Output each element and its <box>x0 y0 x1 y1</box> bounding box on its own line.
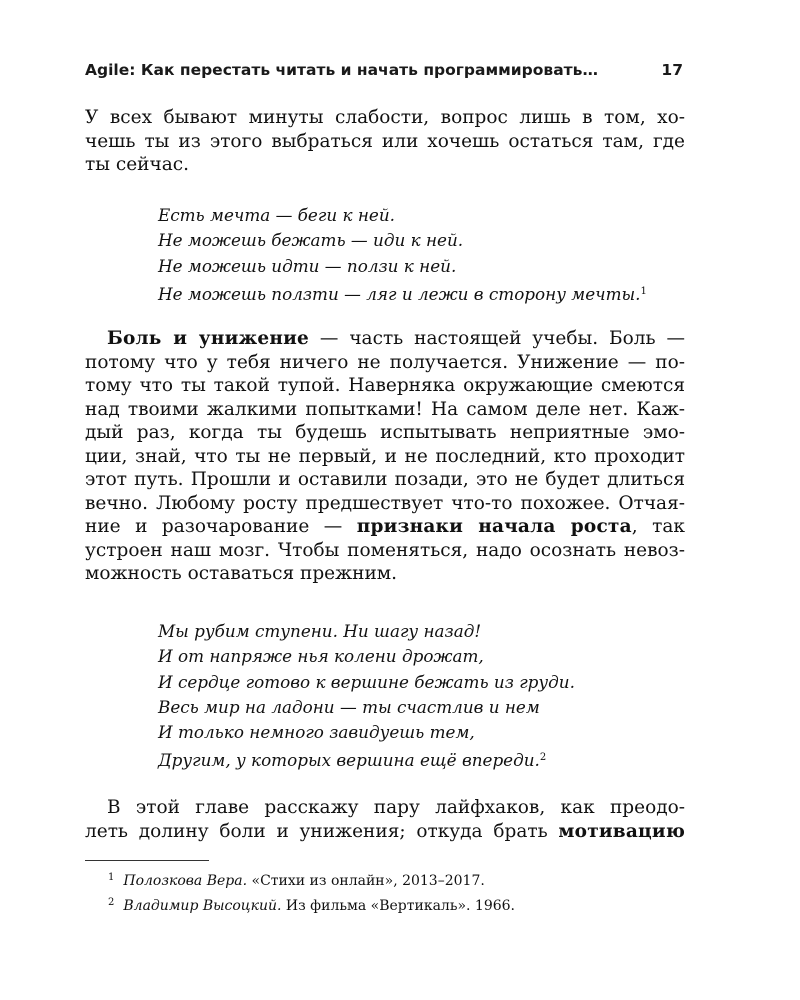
footnote-mark: 1 <box>108 872 115 883</box>
paragraph-line: потому что у тебя ничего не получается. Унижение — по- <box>85 351 685 373</box>
paragraph-line: У всех бывают минуты слабости, вопрос лишь в том, хо- <box>85 107 685 128</box>
poem-line: И сердце готово к вершине бежать из груди. <box>158 671 575 692</box>
poem-epigraph-2 <box>158 619 575 774</box>
footnote-1 <box>108 869 485 890</box>
bold-term-motivation: мотивацию <box>558 820 685 842</box>
poem-line: Есть мечта — беги к ней. <box>158 205 395 225</box>
paragraph-line: дый раз, когда ты будешь испытывать неприятные эмо- <box>85 422 685 443</box>
paragraph-line: ции, знай, что ты не первый, и не последний, кто проходит <box>85 445 685 467</box>
poem-line: Весь мир на ладони — ты счастлив и нем <box>158 696 540 717</box>
poem-line <box>158 745 575 773</box>
paragraph-line: этот путь. Прошли и оставили позади, это не будет длиться <box>85 469 685 490</box>
footnote-text: «Стихи из онлайн», 2013–2017. <box>247 873 485 889</box>
footnote-author: Владимир Высоцкий. <box>123 898 282 914</box>
page-number: 17 <box>661 61 683 79</box>
footnote-mark: 2 <box>108 897 115 908</box>
paragraph-line: тому что ты такой тупой. Наверняка окружающие смеются <box>85 375 685 396</box>
bold-term-growth: признаки начала роста <box>356 516 632 537</box>
paragraph-pain <box>85 327 685 586</box>
paragraph-intro <box>85 106 685 177</box>
header-title: Agile: Как перестать читать и начать программировать… <box>85 61 598 79</box>
footnote-divider <box>85 860 209 861</box>
poem-line: Мы рубим ступени. Ни шагу назад! <box>158 621 482 641</box>
footnote-author: Полозкова Вера. <box>123 873 248 889</box>
footnote-ref-1[interactable]: 1 <box>640 285 647 297</box>
footnote-text: Из фильма «Вертикаль». 1966. <box>281 898 515 914</box>
poem-line-text: Не можешь ползти — ляг и лежи в сторону мечты. <box>158 283 641 304</box>
paragraph-lifehacks <box>85 796 685 843</box>
footnote-ref-2[interactable]: 2 <box>539 752 547 764</box>
poem-line <box>158 279 647 307</box>
paragraph-line: над твоими жалкими попытками! На самом деле нет. Каж- <box>85 398 685 420</box>
paragraph-line: устроен наш мозг. Чтобы поменяться, надо осознать невоз- <box>85 539 685 561</box>
paragraph-line: В этой главе расскажу пару лайфхаков, как преодо- <box>107 797 685 818</box>
paragraph-line: леть долину боли и унижения; откуда брать мотивацию <box>85 820 685 842</box>
paragraph-line: ты сейчас. <box>85 154 189 175</box>
poem-line: Не можешь идти — ползи к ней. <box>158 255 457 276</box>
poem-line: И от напряже нья колени дрожат, <box>158 646 484 667</box>
paragraph-line: вечно. Любому росту предшествует что-то похожее. Отчая- <box>85 492 685 514</box>
poem-line-text: Другим, у которых вершина ещё впереди. <box>158 750 540 771</box>
paragraph-line: можность оставаться прежним. <box>85 563 398 584</box>
paragraph-line: Боль и унижение — часть настоящей учебы. Боль — <box>107 328 685 349</box>
poem-epigraph-1 <box>158 203 647 307</box>
footnote-2 <box>108 894 515 915</box>
bold-term-pain: Боль и унижение <box>107 328 309 349</box>
running-header <box>85 61 683 85</box>
paragraph-line: чешь ты из этого выбраться или хочешь остаться там, где <box>85 130 685 152</box>
poem-line: И только немного завидуешь тем, <box>158 722 475 743</box>
paragraph-line: ние и разочарование — признаки начала роста, так <box>85 516 685 537</box>
poem-line: Не можешь бежать — иди к ней. <box>158 230 464 251</box>
